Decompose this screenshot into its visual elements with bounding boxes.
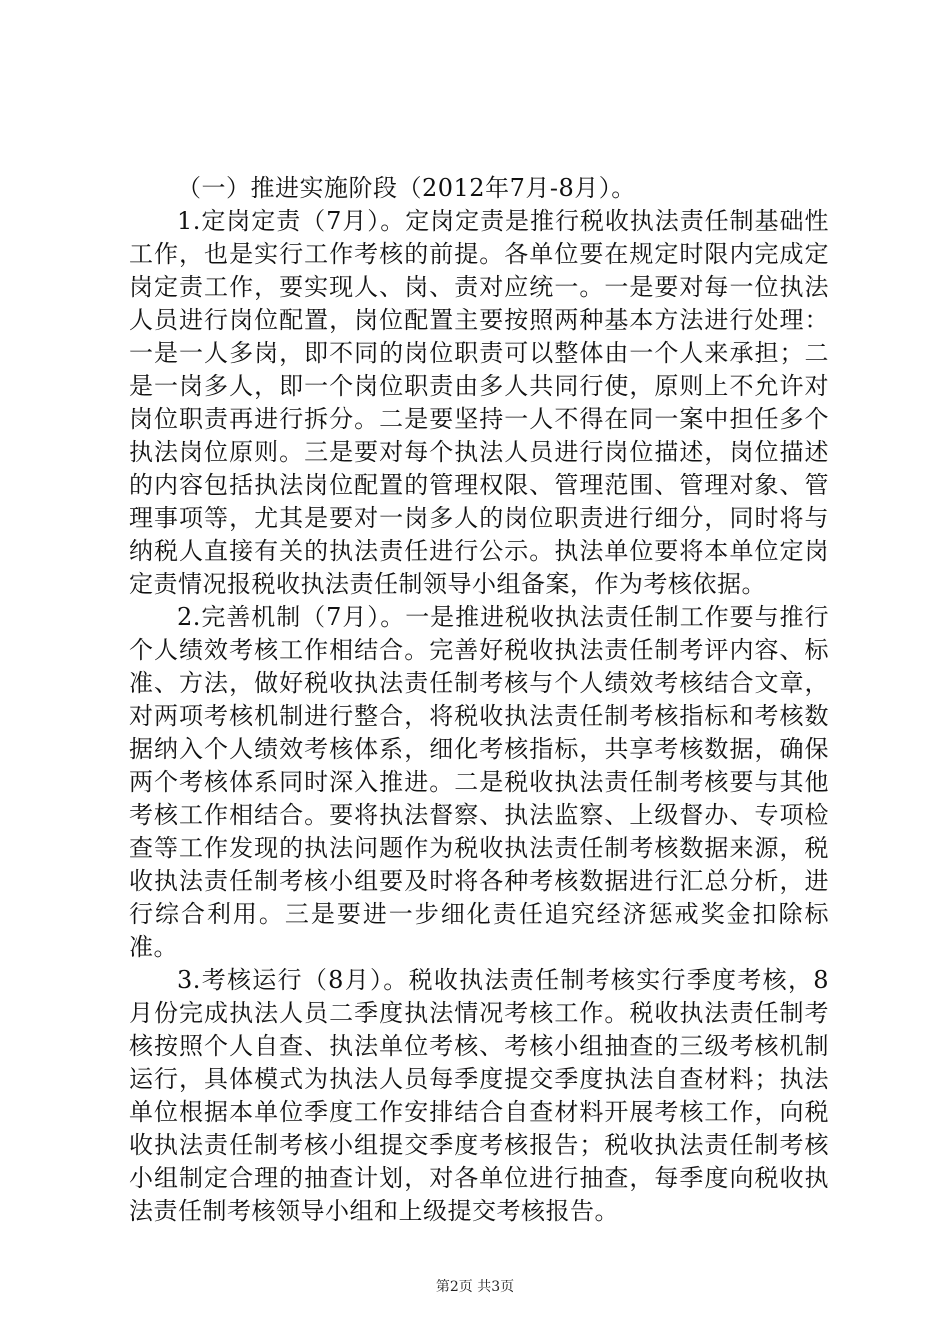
document-body [129,172,829,1228]
page-footer: 第2页 共3页 [435,1279,515,1295]
section-heading: （一）推进实施阶段（2012年7月-8月）。 [177,174,636,202]
paragraph-improve-mechanism: 2.完善机制（7月）。一是推进税收执法责任制工作要与推行个人绩效考核工作相结合。完善好税收执法责任制考评内容、标准、方法，做好税收执法责任制考核与个人绩效考核结合文章，对两项考核机制进行整合，将税收执法责任制考核指标和考核数据纳入个人绩效考核体系，细化考核指标，共享考核数据，确保两个考核体系同时深入推进。二是税收执法责任制考核要与其他考核工作相结合。要将执法督察、执法监察、上级督办、专项检查等工作发现的执法问题作为税收执法责任制考核数据来源，税收执法责任制考核小组要及时将各种考核数据进行汇总分析，进行综合利用。三是要进一步细化责任追究经济惩戒奖金扣除标准。 [129,603,829,961]
paragraph-define-posts: 1.定岗定责（7月）。定岗定责是推行税收执法责任制基础性工作，也是实行工作考核的前提。各单位要在规定时限内完成定岗定责工作，要实现人、岗、责对应统一。一是要对每一位执法人员进行岗位配置，岗位配置主要按照两种基本方法进行处理：一是一人多岗，即不同的岗位职责可以整体由一个人来承担；二是一岗多人，即一个岗位职责由多人共同行使，原则上不允许对岗位职责再进行拆分。二是要坚持一人不得在同一案中担任多个执法岗位原则。三是要对每个执法人员进行岗位描述，岗位描述的内容包括执法岗位配置的管理权限、管理范围、管理对象、管理事项等，尤其是要对一岗多人的岗位职责进行细分，同时将与纳税人直接有关的执法责任进行公示。执法单位要将本单位定岗定责情况报税收执法责任制领导小组备案，作为考核依据。 [129,207,829,598]
paragraph-assessment-operation: 3.考核运行（8月）。税收执法责任制考核实行季度考核，8月份完成执法人员二季度执法情况考核工作。税收执法责任制考核按照个人自查、执法单位考核、考核小组抽查的三级考核机制运行，具体模式为执法人员每季度提交季度执法自查材料；执法单位根据本单位季度工作安排结合自查材料开展考核工作，向税收执法责任制考核小组提交季度考核报告；税收执法责任制考核小组制定合理的抽查计划，对各单位进行抽查，每季度向税收执法责任制考核领导小组和上级提交考核报告。 [129,966,829,1225]
